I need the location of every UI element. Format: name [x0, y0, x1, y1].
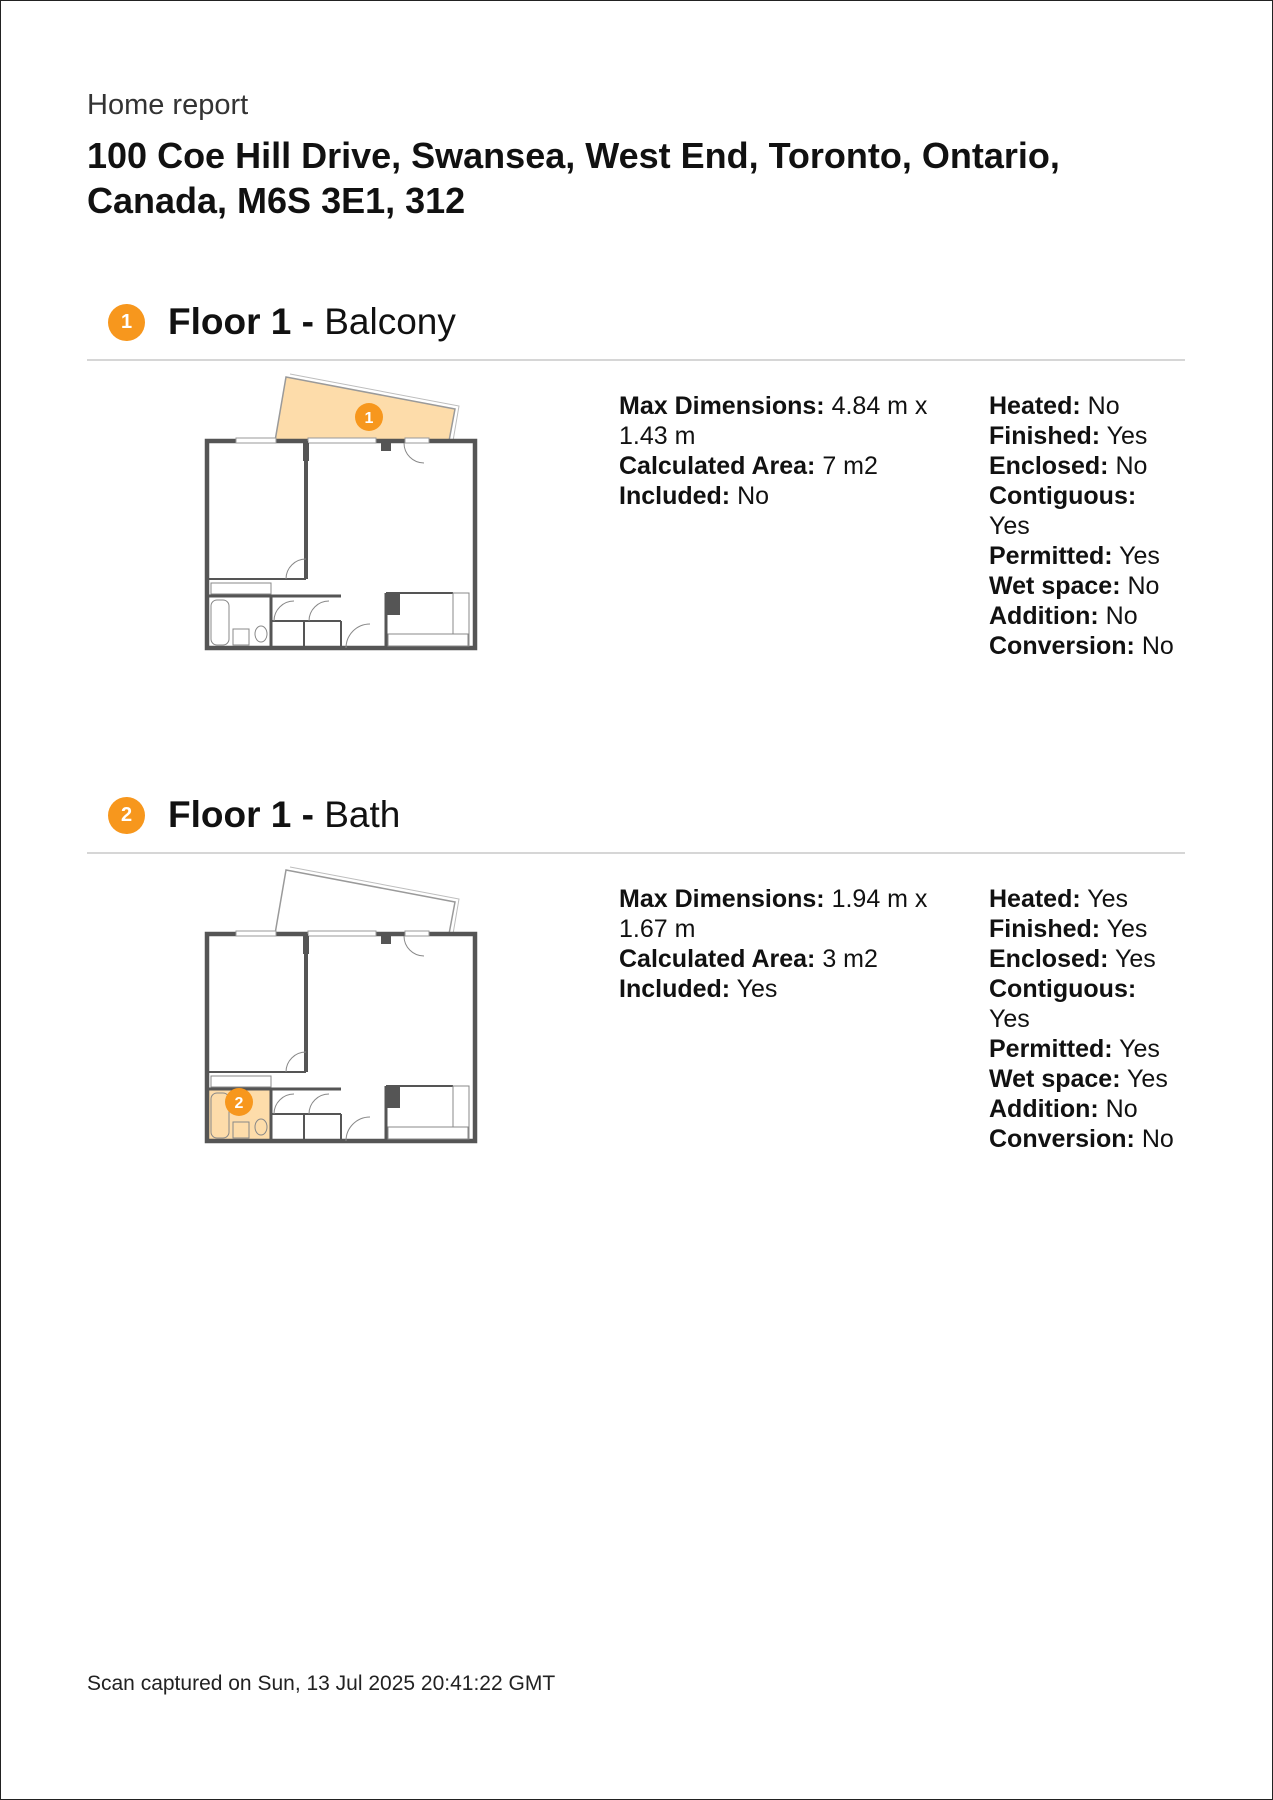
heated: [989, 884, 1179, 914]
page-title: 100 Coe Hill Drive, Swansea, West End, Toronto, Ontario, Canada, M6S 3E1, 312: [87, 135, 1060, 221]
included: [619, 481, 949, 511]
wet-space-label: Wet space:: [989, 572, 1121, 600]
door-swing: [346, 624, 370, 648]
contiguous-value: Yes: [989, 512, 1030, 540]
enclosed-label: Enclosed:: [989, 945, 1109, 973]
room-title: [168, 299, 456, 345]
finished-value: Yes: [1106, 422, 1148, 450]
included-value: No: [737, 482, 770, 510]
room-dimensions: [619, 391, 949, 511]
contiguous-label: Contiguous:: [989, 482, 1137, 510]
toilet: [255, 626, 267, 642]
addition-label: Addition:: [989, 602, 1099, 630]
included-label: Included:: [619, 975, 731, 1003]
conversion-label: Conversion:: [989, 1125, 1135, 1153]
column: [303, 936, 309, 954]
floor-plan-svg: [191, 371, 491, 671]
max-dimensions: [619, 884, 949, 944]
finished-label: Finished:: [989, 915, 1101, 943]
room-header: [87, 782, 1185, 854]
permitted-label: Permitted:: [989, 542, 1113, 570]
calculated-area-label: Calculated Area:: [619, 452, 816, 480]
heated-value: Yes: [1087, 885, 1128, 913]
enclosed-value: Yes: [1114, 945, 1156, 973]
included: [619, 974, 949, 1004]
included-label: Included:: [619, 482, 731, 510]
enclosed: [989, 944, 1179, 974]
enclosed: [989, 451, 1179, 481]
room-title: [168, 792, 400, 838]
addition: [989, 601, 1179, 631]
column: [381, 443, 391, 451]
included-value: Yes: [736, 975, 778, 1003]
wet-space: [989, 571, 1179, 601]
bathtub: [211, 600, 229, 645]
room-number-badge: 1: [108, 304, 145, 341]
title-separator: -: [301, 301, 314, 342]
calculated-area-label: Calculated Area:: [619, 945, 816, 973]
kitchen-counter: [388, 1127, 468, 1139]
floor-plan-image: [191, 864, 491, 1164]
contiguous: [989, 481, 1179, 541]
conversion-label: Conversion:: [989, 632, 1135, 660]
door-swing: [346, 1117, 370, 1141]
room-marker-number: 1: [364, 410, 374, 427]
scan-timestamp: Scan captured on Sun, 13 Jul 2025 20:41:22 GMT: [87, 1672, 556, 1695]
sink: [233, 629, 249, 645]
room-floor: Floor 1: [168, 301, 292, 342]
contiguous-label: Contiguous:: [989, 975, 1137, 1003]
room-properties: [989, 391, 1179, 661]
enclosed-label: Enclosed:: [989, 452, 1109, 480]
door-swing: [286, 559, 306, 579]
conversion: [989, 1124, 1179, 1154]
conversion: [989, 631, 1179, 661]
permitted-value: Yes: [1119, 1035, 1160, 1063]
door-swing: [404, 936, 424, 956]
room-marker-number: 2: [234, 1095, 244, 1112]
door-swing: [309, 1094, 329, 1114]
door-swing: [274, 601, 294, 621]
room-header: [87, 289, 1185, 361]
window: [308, 438, 376, 443]
contiguous-value: Yes: [989, 1005, 1030, 1033]
contiguous: [989, 974, 1179, 1034]
calculated-area: [619, 451, 949, 481]
outer-wall: [207, 441, 475, 648]
balcony-rail: [290, 867, 459, 934]
permitted-label: Permitted:: [989, 1035, 1113, 1063]
max-dimensions-label: Max Dimensions:: [619, 392, 825, 420]
finished: [989, 914, 1179, 944]
max-dimensions-value: 1.94 m x 1.67 m: [619, 885, 928, 943]
room-section-balcony: [87, 289, 1185, 660]
permitted-value: Yes: [1119, 542, 1160, 570]
balcony-outline: [275, 870, 455, 934]
calculated-area-value: 3 m2: [822, 945, 878, 973]
heated-label: Heated:: [989, 392, 1081, 420]
column: [386, 1086, 400, 1108]
room-number-badge: 2: [108, 797, 145, 834]
room-dimensions: [619, 884, 949, 1004]
room-section-bath: [87, 782, 1185, 1153]
window: [236, 438, 276, 443]
heated-value: No: [1087, 392, 1120, 420]
room-floor: Floor 1: [168, 794, 292, 835]
heated: [989, 391, 1179, 421]
max-dimensions-label: Max Dimensions:: [619, 885, 825, 913]
door-swing: [404, 443, 424, 463]
permitted: [989, 541, 1179, 571]
wet-space: [989, 1064, 1179, 1094]
wet-space-label: Wet space:: [989, 1065, 1121, 1093]
wet-space-value: No: [1127, 572, 1160, 600]
door-swing: [309, 601, 329, 621]
door-swing: [274, 1094, 294, 1114]
finished-value: Yes: [1106, 915, 1148, 943]
enclosed-value: No: [1115, 452, 1148, 480]
addition-label: Addition:: [989, 1095, 1099, 1123]
permitted: [989, 1034, 1179, 1064]
room-properties: [989, 884, 1179, 1154]
floor-plan-svg: [191, 864, 491, 1164]
column: [303, 443, 309, 461]
kitchen-counter: [388, 634, 468, 646]
calculated-area: [619, 944, 949, 974]
calculated-area-value: 7 m2: [822, 452, 878, 480]
addition-value: No: [1105, 602, 1138, 630]
conversion-value: No: [1141, 632, 1174, 660]
addition-value: No: [1105, 1095, 1138, 1123]
report-label: Home report: [87, 89, 249, 121]
closet-rail: [211, 583, 271, 594]
finished: [989, 421, 1179, 451]
room-name: Balcony: [324, 301, 456, 342]
title-separator: -: [301, 794, 314, 835]
floor-plan-image: [191, 371, 491, 671]
max-dimensions-value: 4.84 m x 1.43 m: [619, 392, 928, 450]
wet-space-value: Yes: [1127, 1065, 1168, 1093]
window: [405, 931, 429, 936]
column: [381, 936, 391, 944]
closet-rail: [211, 1076, 271, 1087]
window: [405, 438, 429, 443]
column: [386, 593, 400, 615]
max-dimensions: [619, 391, 949, 451]
heated-label: Heated:: [989, 885, 1081, 913]
window: [236, 931, 276, 936]
door-swing: [286, 1052, 306, 1072]
room-name: Bath: [324, 794, 401, 835]
conversion-value: No: [1141, 1125, 1174, 1153]
addition: [989, 1094, 1179, 1124]
window: [308, 931, 376, 936]
finished-label: Finished:: [989, 422, 1101, 450]
